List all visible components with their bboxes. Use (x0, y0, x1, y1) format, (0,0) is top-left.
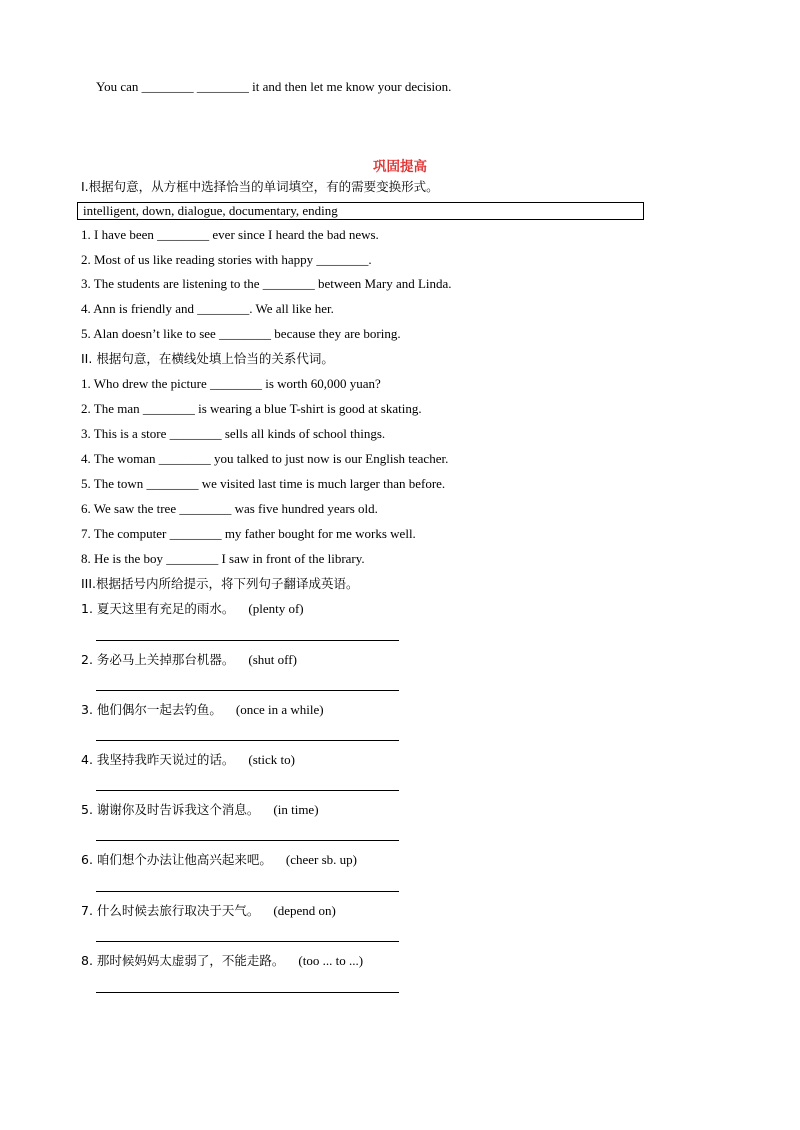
translation-hint: (stick to) (248, 752, 295, 767)
part2-item-1: 1. Who drew the picture ________ is worth 60,000 yuan? (81, 376, 381, 391)
translation-prompt: 3. 他们偶尔一起去钓鱼。 (81, 702, 222, 717)
translation-prompt: 2. 务必马上关掉那台机器。 (81, 652, 235, 667)
part3-instruction: III.根据括号内所给提示，将下列句子翻译成英语。 (81, 576, 359, 591)
translation-item-3 (81, 702, 324, 718)
answer-line-6[interactable] (96, 891, 399, 892)
answer-line-2[interactable] (96, 690, 399, 691)
answer-line-8[interactable] (96, 992, 399, 993)
part2-item-4: 4. The woman ________ you talked to just now is our English teacher. (81, 451, 449, 466)
translation-prompt: 6. 咱们想个办法让他高兴起来吧。 (81, 852, 272, 867)
part1-instruction: I.根据句意，从方框中选择恰当的单词填空，有的需要变换形式。 (81, 179, 439, 194)
translation-item-8 (81, 953, 363, 969)
translation-hint: (shut off) (248, 652, 297, 667)
part2-item-7: 7. The computer ________ my father bought for me works well. (81, 526, 416, 541)
translation-item-6 (81, 852, 357, 868)
translation-hint: (once in a while) (235, 702, 324, 717)
part2-item-2: 2. The man ________ is wearing a blue T-shirt is good at skating. (81, 401, 422, 416)
part2-item-3: 3. This is a store ________ sells all kinds of school things. (81, 426, 386, 441)
translation-prompt: 8. 那时候妈妈太虚弱了，不能走路。 (81, 953, 285, 968)
translation-hint: (cheer sb. up) (285, 852, 358, 867)
part1-item-4: 4. Ann is friendly and ________. We all like her. (81, 301, 334, 316)
top-sentence: You can ________ ________ it and then let me know your decision. (96, 79, 452, 94)
translation-hint: (depend on) (273, 903, 336, 918)
part1-item-3: 3. The students are listening to the ________ between Mary and Linda. (81, 276, 452, 291)
translation-hint: (too ... to ...) (298, 953, 364, 968)
translation-prompt: 4. 我坚持我昨天说过的话。 (81, 752, 235, 767)
part1-item-2: 2. Most of us like reading stories with happy ________. (81, 252, 372, 267)
answer-line-5[interactable] (96, 840, 399, 841)
part2-instruction: II. 根据句意，在横线处填上恰当的关系代词。 (81, 351, 334, 366)
translation-prompt: 5. 谢谢你及时告诉我这个消息。 (81, 802, 260, 817)
part1-item-1: 1. I have been ________ ever since I heard the bad news. (81, 227, 379, 242)
section-heading: 巩固提高 (373, 159, 427, 175)
part1-item-5: 5. Alan doesn’t like to see ________ because they are boring. (81, 326, 401, 341)
translation-hint: (plenty of) (248, 601, 304, 616)
translation-item-7 (81, 903, 336, 919)
translation-prompt: 7. 什么时候去旅行取决于天气。 (81, 903, 260, 918)
answer-line-7[interactable] (96, 941, 399, 942)
translation-prompt: 1. 夏天这里有充足的雨水。 (81, 601, 235, 616)
translation-item-2 (81, 652, 297, 668)
part2-item-6: 6. We saw the tree ________ was five hundred years old. (81, 501, 378, 516)
translation-item-5 (81, 802, 319, 818)
answer-line-1[interactable] (96, 640, 399, 641)
translation-item-4 (81, 752, 295, 768)
translation-hint: (in time) (273, 802, 319, 817)
answer-line-4[interactable] (96, 790, 399, 791)
part2-item-8: 8. He is the boy ________ I saw in front of the library. (81, 551, 365, 566)
answer-line-3[interactable] (96, 740, 399, 741)
part2-item-5: 5. The town ________ we visited last time is much larger than before. (81, 476, 446, 491)
word-box: intelligent, down, dialogue, documentary, ending (77, 202, 644, 220)
translation-item-1 (81, 601, 304, 617)
